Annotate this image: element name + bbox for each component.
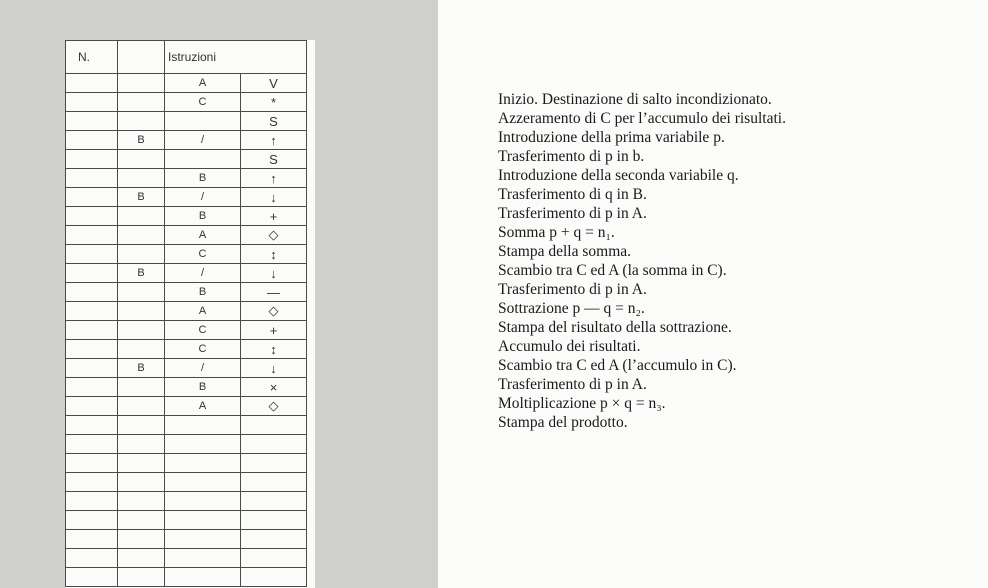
cell-instruction-op: + (241, 321, 307, 340)
table-row (66, 378, 307, 397)
cell-instruction-address: C (165, 245, 241, 264)
table-row (66, 435, 307, 454)
cell-instruction-op (241, 492, 307, 511)
table-row (66, 454, 307, 473)
cell-register (118, 397, 165, 416)
cell-instruction-address: / (165, 264, 241, 283)
table-row (66, 492, 307, 511)
table-row (66, 283, 307, 302)
cell-instruction-address: A (165, 74, 241, 93)
cell-number (66, 549, 118, 568)
description-line: Moltiplicazione p × q = n₃. (498, 395, 666, 412)
cell-register (118, 492, 165, 511)
table-row (66, 340, 307, 359)
cell-register (118, 245, 165, 264)
cell-instruction-address (165, 473, 241, 492)
description-line: Inizio. Destinazione di salto incondizionato. (498, 91, 772, 108)
description-line: Introduzione della prima variabile p. (498, 129, 725, 146)
cell-instruction-op: — (241, 283, 307, 302)
cell-instruction-op: ↓ (241, 264, 307, 283)
cell-register (118, 378, 165, 397)
description-line: Stampa del prodotto. (498, 414, 628, 431)
cell-register (118, 207, 165, 226)
cell-register (118, 321, 165, 340)
description-line: Scambio tra C ed A (la somma in C). (498, 262, 727, 279)
table-row (66, 169, 307, 188)
cell-instruction-op: ◇ (241, 226, 307, 245)
cell-instruction-op: S (241, 150, 307, 169)
table-row (66, 112, 307, 131)
cell-register (118, 150, 165, 169)
description-line: Trasferimento di p in A. (498, 281, 647, 298)
cell-number (66, 530, 118, 549)
header-instructions: Istruzioni (165, 41, 307, 74)
cell-instruction-address: / (165, 131, 241, 150)
cell-instruction-op: × (241, 378, 307, 397)
cell-register (118, 454, 165, 473)
cell-instruction-op (241, 530, 307, 549)
cell-instruction-address: B (165, 169, 241, 188)
instruction-descriptions (498, 90, 786, 432)
cell-instruction-op: ◇ (241, 397, 307, 416)
cell-instruction-address: B (165, 283, 241, 302)
cell-instruction-address: C (165, 340, 241, 359)
cell-register: B (118, 188, 165, 207)
cell-instruction-address (165, 150, 241, 169)
description-line: Stampa della somma. (498, 243, 632, 260)
cell-number (66, 74, 118, 93)
table-row (66, 93, 307, 112)
cell-instruction-op (241, 416, 307, 435)
cell-number (66, 264, 118, 283)
cell-instruction-address: C (165, 321, 241, 340)
cell-register: B (118, 264, 165, 283)
description-line: Trasferimento di p in A. (498, 205, 647, 222)
cell-number (66, 302, 118, 321)
cell-number (66, 321, 118, 340)
cell-instruction-address (165, 511, 241, 530)
cell-instruction-op: ↕ (241, 340, 307, 359)
description-line: Stampa del risultato della sottrazione. (498, 319, 732, 336)
cell-register (118, 416, 165, 435)
table-row (66, 302, 307, 321)
cell-instruction-op: V (241, 74, 307, 93)
cell-instruction-address: A (165, 226, 241, 245)
cell-instruction-op (241, 435, 307, 454)
cell-register (118, 93, 165, 112)
description-line: Sottrazione p — q = n₂. (498, 300, 645, 317)
cell-instruction-address: / (165, 188, 241, 207)
cell-instruction-op: ↓ (241, 359, 307, 378)
cell-number (66, 207, 118, 226)
cell-number (66, 93, 118, 112)
cell-register (118, 473, 165, 492)
cell-instruction-address: A (165, 302, 241, 321)
cell-register (118, 435, 165, 454)
cell-number (66, 359, 118, 378)
cell-number (66, 473, 118, 492)
table-row (66, 397, 307, 416)
table-row (66, 74, 307, 93)
table-row (66, 188, 307, 207)
cell-instruction-address: C (165, 93, 241, 112)
table-row (66, 359, 307, 378)
cell-register (118, 226, 165, 245)
table-row (66, 245, 307, 264)
description-line: Trasferimento di p in A. (498, 376, 647, 393)
cell-instruction-address (165, 454, 241, 473)
cell-number (66, 131, 118, 150)
cell-register (118, 340, 165, 359)
table-row (66, 511, 307, 530)
program-table (65, 40, 307, 587)
cell-register (118, 169, 165, 188)
cell-register (118, 530, 165, 549)
table-row (66, 568, 307, 587)
cell-register (118, 568, 165, 587)
cell-instruction-address: B (165, 207, 241, 226)
cell-instruction-address (165, 568, 241, 587)
cell-register (118, 511, 165, 530)
cell-number (66, 169, 118, 188)
cell-number (66, 511, 118, 530)
cell-instruction-address (165, 435, 241, 454)
description-line: Introduzione della seconda variabile q. (498, 167, 739, 184)
cell-number (66, 340, 118, 359)
cell-instruction-op (241, 454, 307, 473)
cell-number (66, 226, 118, 245)
cell-register (118, 112, 165, 131)
cell-number (66, 568, 118, 587)
cell-register: B (118, 359, 165, 378)
header-blank (118, 41, 165, 74)
cell-instruction-op: * (241, 93, 307, 112)
cell-instruction-op: ↓ (241, 188, 307, 207)
cell-instruction-address: B (165, 378, 241, 397)
cell-instruction-address (165, 530, 241, 549)
description-line: Somma p + q = n₁. (498, 224, 615, 241)
cell-register (118, 283, 165, 302)
cell-number (66, 397, 118, 416)
cell-instruction-op: ↑ (241, 131, 307, 150)
table-row (66, 207, 307, 226)
table-row (66, 150, 307, 169)
cell-number (66, 188, 118, 207)
cell-register (118, 302, 165, 321)
cell-instruction-op (241, 568, 307, 587)
cell-instruction-op: ↑ (241, 169, 307, 188)
cell-number (66, 112, 118, 131)
table-row (66, 416, 307, 435)
table-row (66, 549, 307, 568)
cell-instruction-address (165, 112, 241, 131)
table-row (66, 530, 307, 549)
header-number: N. (66, 41, 118, 74)
cell-instruction-op: ◇ (241, 302, 307, 321)
cell-number (66, 435, 118, 454)
description-line: Trasferimento di p in b. (498, 148, 645, 165)
cell-instruction-op: ↕ (241, 245, 307, 264)
description-line: Trasferimento di q in B. (498, 186, 647, 203)
cell-instruction-address: A (165, 397, 241, 416)
table-header-row (66, 41, 307, 74)
cell-number (66, 454, 118, 473)
cell-number (66, 416, 118, 435)
table-row (66, 264, 307, 283)
cell-number (66, 492, 118, 511)
table-row (66, 321, 307, 340)
cell-number (66, 378, 118, 397)
cell-register (118, 74, 165, 93)
cell-instruction-op: S (241, 112, 307, 131)
cell-instruction-address (165, 492, 241, 511)
description-line: Accumulo dei risultati. (498, 338, 641, 355)
cell-number (66, 245, 118, 264)
description-line: Azzeramento di C per l’accumulo dei risultati. (498, 110, 786, 127)
cell-instruction-op: + (241, 207, 307, 226)
description-line: Scambio tra C ed A (l’accumulo in C). (498, 357, 737, 374)
cell-register (118, 549, 165, 568)
cell-instruction-op (241, 549, 307, 568)
cell-number (66, 150, 118, 169)
cell-instruction-op (241, 473, 307, 492)
table-row (66, 226, 307, 245)
cell-instruction-op (241, 511, 307, 530)
cell-number (66, 283, 118, 302)
cell-instruction-address: / (165, 359, 241, 378)
cell-register: B (118, 131, 165, 150)
table-row (66, 473, 307, 492)
cell-instruction-address (165, 416, 241, 435)
table-row (66, 131, 307, 150)
cell-instruction-address (165, 549, 241, 568)
